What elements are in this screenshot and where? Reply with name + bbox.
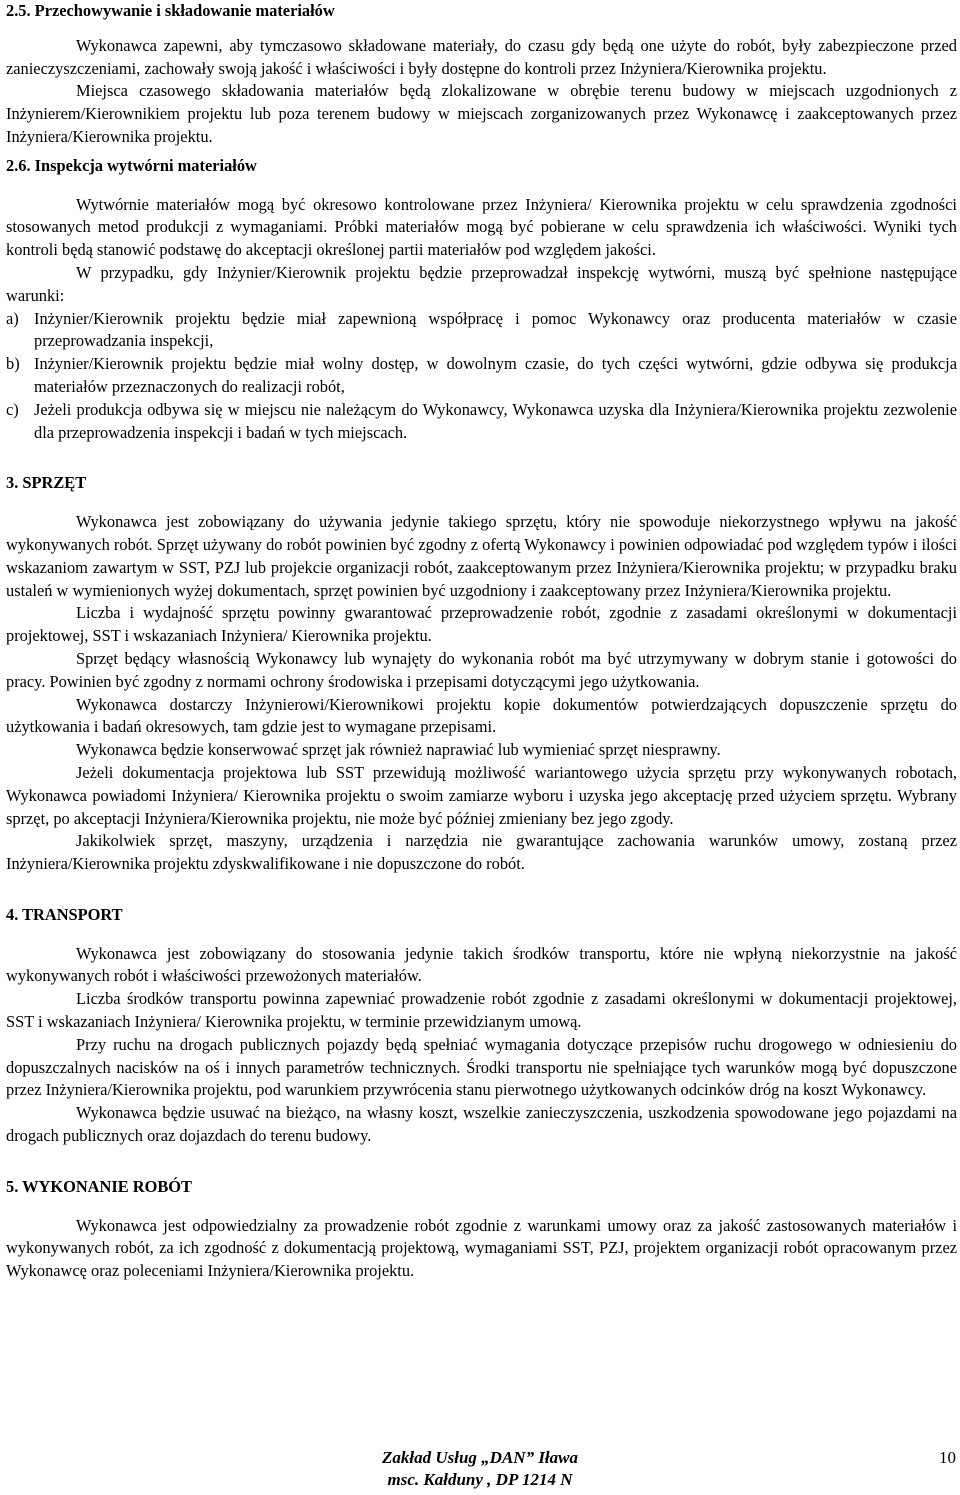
- list-marker: b): [6, 354, 20, 374]
- section-heading-2-5: 2.5. Przechowywanie i składowanie materiałów: [6, 1, 335, 20]
- paragraph: Liczba środków transportu powinna zapewniać prowadzenie robót zgodnie z zasadami określonymi w dokumentacji projektowej, SST i wskazaniach Inżyniera/ Kierownika projektu, w terminie przewidzianym umową.: [6, 989, 957, 1032]
- document-body: [6, 0, 957, 1283]
- footer-address: msc. Kałduny , DP 1214 N: [387, 1470, 573, 1489]
- paragraph: Wykonawca jest odpowiedzialny za prowadzenie robót zgodnie z warunkami umowy oraz za jakość zastosowanych materiałów i wykonywanych robót, za ich zgodność z dokumentacją projektową, wymaganiami SST, PZJ, projektem organizacji robót opracowanym przez Wykonawcę oraz poleceniami Inżyniera/Kierownika projektu.: [6, 1215, 957, 1281]
- list-marker: a): [6, 308, 19, 328]
- list-item: [6, 353, 957, 399]
- list-item-text: Jeżeli produkcja odbywa się w miejscu nie należącym do Wykonawcy, Wykonawca uzyska dla Inżyniera/Kierownika projektu zezwolenie dla przeprowadzenia inspekcji i badań w tych miejscach.: [34, 399, 957, 442]
- paragraph: Wykonawca dostarczy Inżynierowi/Kierownikowi projektu kopie dokumentów potwierdzających dopuszczenie sprzętu do użytkowania i badań okresowych, tam gdzie jest to wymagane przepisami.: [6, 694, 957, 737]
- section-heading-4: 4. TRANSPORT: [6, 904, 123, 924]
- paragraph: Wykonawca zapewni, aby tymczasowo składowane materiały, do czasu gdy będą one użyte do robót, były zabezpieczone przed zanieczyszczeniami, zachowały swoją jakość i właściwości i były dostępne do kontroli przez Inżyniera/Kierownika projektu.: [6, 35, 957, 78]
- paragraph: Miejsca czasowego składowania materiałów będą zlokalizowane w obrębie terenu budowy w miejscach uzgodnionych z Inżynierem/Kierownikiem projektu lub poza terenem budowy w miejscach zorganizowanych przez Wykonawcę i zaakceptowanych przez Inżyniera/Kierownika projektu.: [6, 81, 957, 146]
- list-item: [6, 399, 957, 445]
- conditions-list: [6, 308, 957, 445]
- list-item-text: Inżynier/Kierownik projektu będzie miał wolny dostęp, w dowolnym czasie, do tych części wytwórni, gdzie odbywa się produkcja materiałów przeznaczonych do realizacji robót,: [34, 354, 957, 396]
- list-item-text: Inżynier/Kierownik projektu będzie miał zapewnioną współpracę i pomoc Wykonawcy oraz producenta materiałów w czasie przeprowadzania inspekcji,: [34, 308, 957, 351]
- paragraph: Wytwórnie materiałów mogą być okresowo kontrolowane przez Inżyniera/ Kierownika projektu w celu sprawdzenia zgodności stosowanych metod produkcji z wymaganiami. Próbki materiałów mogą być pobierane w celu sprawdzenia ich właściwości. Wyniki tych kontroli będą stanowić podstawę do akceptacji określonej partii materiałów pod względem jakości.: [6, 194, 957, 260]
- section-heading-2-6: 2.6. Inspekcja wytwórni materiałów: [6, 155, 257, 175]
- paragraph: Wykonawca będzie usuwać na bieżąco, na własny koszt, wszelkie zanieczyszczenia, uszkodzenia spowodowane jego pojazdami na drogach publicznych oraz dojazdach do terenu budowy.: [6, 1103, 957, 1146]
- paragraph: Przy ruchu na drogach publicznych pojazdy będą spełniać wymagania dotyczące przepisów ruchu drogowego w odniesieniu do dopuszczalnych nacisków na oś i innych parametrów technicznych. Środki transportu nie spełniające tych warunków mogą być dopuszczone przez Inżyniera/Kierownika projektu, pod warunkiem przywrócenia stanu pierwotnego użytkowanych odcinków dróg na koszt Wykonawcy.: [6, 1034, 957, 1100]
- paragraph: W przypadku, gdy Inżynier/Kierownik projektu będzie przeprowadzał inspekcję wytwórni, muszą być spełnione następujące warunki:: [6, 262, 957, 305]
- paragraph: Wykonawca będzie konserwować sprzęt jak również naprawiać lub wymieniać sprzęt niesprawny.: [76, 740, 721, 760]
- paragraph: Wykonawca jest zobowiązany do stosowania jedynie takich środków transportu, które nie wpłyną niekorzystnie na jakość wykonywanych robót i właściwości przewożonych materiałów.: [6, 943, 957, 986]
- paragraph: Jeżeli dokumentacja projektowa lub SST przewidują możliwość wariantowego użycia sprzętu przy wykonywanych robotach, Wykonawca powiadomi Inżyniera/ Kierownika projektu o swoim zamiarze wyboru i uzyska jego akceptację przed użyciem sprzętu. Wybrany sprzęt, po akceptacji Inżyniera/Kierownika projektu, nie może być później zmieniany bez jego zgody.: [6, 762, 957, 828]
- paragraph: Jakikolwiek sprzęt, maszyny, urządzenia i narzędzia nie gwarantujące zachowania warunków umowy, zostaną przez Inżyniera/Kierownika projektu zdyskwalifikowane i nie dopuszczone do robót.: [6, 831, 957, 874]
- paragraph: Sprzęt będący własnością Wykonawcy lub wynajęty do wykonania robót ma być utrzymywany w dobrym stanie i gotowości do pracy. Powinien być zgodny z normami ochrony środowiska i przepisami dotyczącymi jego użytkowania.: [6, 648, 957, 691]
- list-marker: c): [6, 399, 19, 419]
- paragraph: Wykonawca jest zobowiązany do używania jedynie takiego sprzętu, który nie spowoduje niekorzystnego wpływu na jakość wykonywanych robót. Sprzęt używany do robót powinien być zgodny z ofertą Wykonawcy i powinien odpowiadać pod względem typów i ilości wskazaniom zawartym w SST, PZJ lub projekcie organizacji robót, zaakceptowanym przez Inżyniera/Kierownika projektu; w przypadku braku ustaleń w wymienionych wyżej dokumentach, sprzęt powinien być uzgodniony i zaakceptowany przez Inżyniera/Kierownika projektu.: [6, 512, 957, 600]
- list-item: [6, 308, 957, 354]
- page-number: 10: [939, 1448, 956, 1467]
- footer-company-name: Zakład Usług „DAN” Iława: [382, 1448, 578, 1467]
- section-heading-5: 5. WYKONANIE ROBÓT: [6, 1176, 192, 1196]
- page-footer: [0, 1444, 960, 1490]
- section-heading-3: 3. SPRZĘT: [6, 473, 87, 493]
- paragraph: Liczba i wydajność sprzętu powinny gwarantować przeprowadzenie robót, zgodnie z zasadami określonymi w dokumentacji projektowej, SST i wskazaniach Inżyniera/ Kierownika projektu.: [6, 603, 957, 646]
